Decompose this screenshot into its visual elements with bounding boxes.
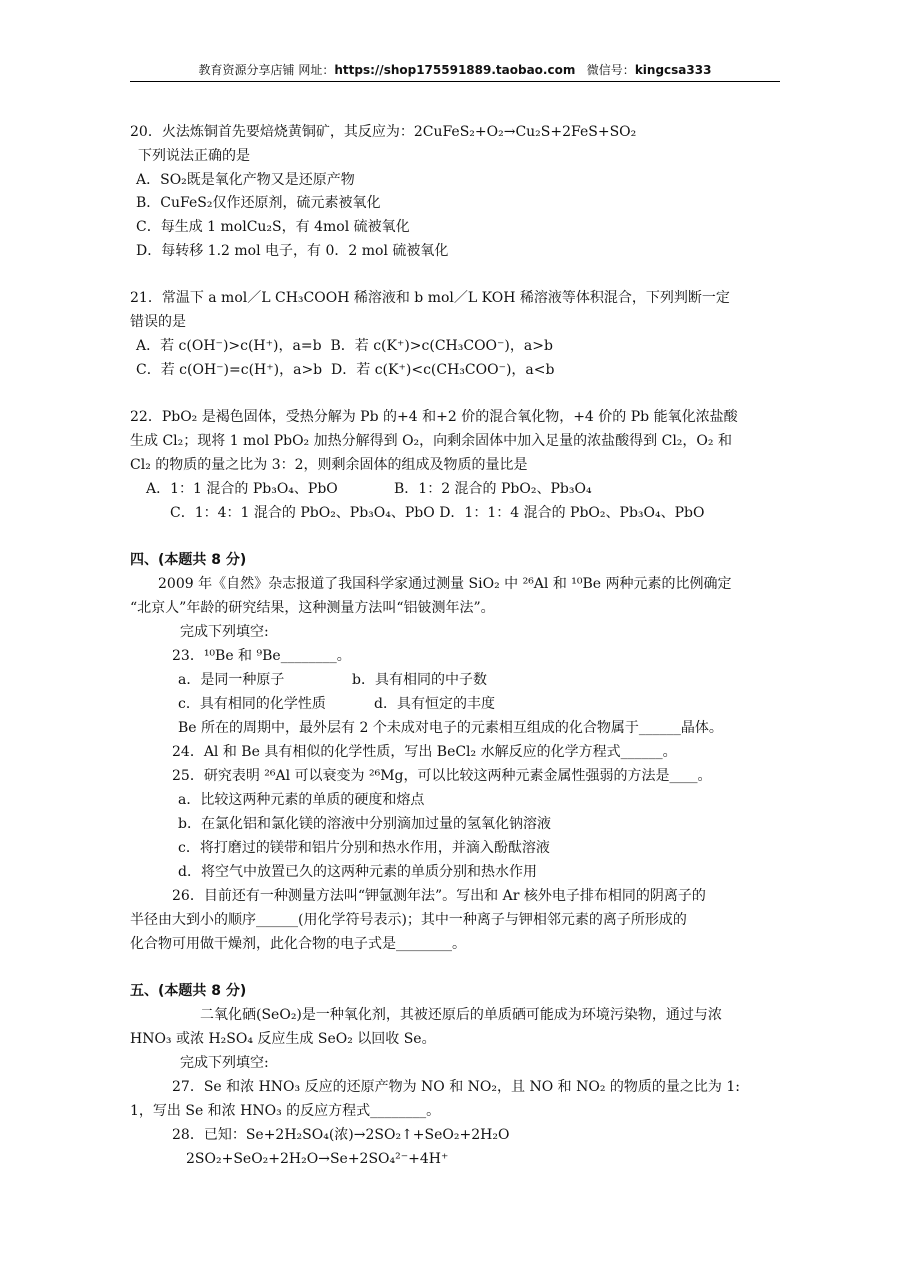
q25-option-b: b．在氯化铝和氯化镁的溶液中分别滴加过量的氢氧化钠溶液 <box>178 816 551 832</box>
section5-intro-line2: HNO₃ 或浓 H₂SO₄ 反应生成 SeO₂ 以回收 Se。 <box>130 1031 436 1047</box>
q20-stem-prefix: 20．火法炼铜首先要焙烧黄铜矿，其反应为： <box>130 124 414 140</box>
q22-option-b: B．1：2 混合的 PbO₂、Pb₃O₄ <box>394 481 592 497</box>
q22-stem-line1: 22．PbO₂ 是褐色固体，受热分解为 Pb 的+4 和+2 价的混合氧化物，+4 价的 Pb 能氧化浓盐酸 <box>130 409 738 425</box>
q22-options-row1 <box>146 479 796 499</box>
q23-option-c: c．具有相同的化学性质 <box>178 696 326 712</box>
q26-line1: 26．目前还有一种测量方法叫“钾氩测年法”。写出和 Ar 核外电子排布相同的阴离子的 <box>172 888 706 904</box>
q25-option-d: d．将空气中放置已久的这两种元素的单质分别和热水作用 <box>178 864 537 880</box>
q23-followup: Be 所在的周期中，最外层有 2 个未成对电子的元素相互组成的化合物属于______晶体。 <box>178 720 723 736</box>
q23-stem: 23．¹⁰Be 和 ⁹Be________。 <box>172 648 351 664</box>
q22-option-a: A．1：1 混合的 Pb₃O₄、PbO <box>146 481 338 497</box>
q21-option-c: C．若 c(OH⁻)=c(H⁺)，a>b <box>136 362 323 378</box>
q25-option-a: a．比较这两种元素的单质的硬度和熔点 <box>178 792 425 808</box>
q20-equation: 2CuFeS₂+O₂→Cu₂S+2FeS+SO₂ <box>413 124 637 140</box>
q21-option-b: B．若 c(K⁺)>c(CH₃COO⁻)，a>b <box>330 338 553 354</box>
q22-stem-line3: Cl₂ 的物质的量之比为 3：2，则剩余固体的组成及物质的量比是 <box>130 457 528 473</box>
section5-intro-line1: 二氧化硒(SeO₂)是一种氧化剂，其被还原后的单质硒可能成为环境污染物，通过与浓 <box>200 1007 722 1023</box>
q20-option-b: B．CuFeS₂仅作还原剂，硫元素被氧化 <box>136 195 381 211</box>
q20-prompt: 下列说法正确的是 <box>138 148 250 164</box>
section4-fill-instruction: 完成下列填空: <box>180 624 269 640</box>
q22-option-c: C．1：4：1 混合的 PbO₂、Pb₃O₄、PbO <box>170 505 435 521</box>
q22-stem-line2: 生成 Cl₂；现将 1 mol PbO₂ 加热分解得到 O₂，向剩余固体中加入足量的浓盐酸得到 Cl₂，O₂ 和 <box>130 433 732 449</box>
header-shop: 教育资源分享店铺 网址： <box>198 63 335 77</box>
section4-intro-line1: 2009 年《自然》杂志报道了我国科学家通过测量 SiO₂ 中 ²⁶Al 和 ¹⁰Be 两种元素的比例确定 <box>158 576 732 592</box>
q22-option-d: D．1：1：4 混合的 PbO₂、Pb₃O₄、PbO <box>439 505 705 521</box>
header-wechat-label: 微信号： <box>586 63 635 77</box>
q27-line2: 1，写出 Se 和浓 HNO₃ 的反应方程式________。 <box>130 1103 441 1119</box>
q21-options-row2 <box>136 360 786 380</box>
section4-intro-line2: “北京人”年龄的研究结果，这种测量方法叫“铝铍测年法”。 <box>130 600 495 616</box>
q23-option-d: d．具有恒定的丰度 <box>374 696 495 712</box>
q21-stem-line2: 错误的是 <box>130 314 186 330</box>
q20-stem <box>130 122 780 142</box>
q20-option-c: C．每生成 1 molCu₂S，有 4mol 硫被氧化 <box>136 219 410 235</box>
q26-line3: 化合物可用做干燥剂，此化合物的电子式是________。 <box>130 936 466 952</box>
section5-fill-instruction: 完成下列填空: <box>180 1055 269 1071</box>
q27-line1: 27．Se 和浓 HNO₃ 反应的还原产物为 NO 和 NO₂，且 NO 和 NO₂ 的物质的量之比为 1: <box>172 1079 740 1095</box>
q21-option-d: D．若 c(K⁺)<c(CH₃COO⁻)，a<b <box>331 362 555 378</box>
q22-options-row2 <box>170 503 820 523</box>
q24-stem: 24．Al 和 Be 具有相似的化学性质，写出 BeCl₂ 水解反应的化学方程式______。 <box>172 744 677 760</box>
section5-title: 五、(本题共 8 分) <box>130 983 247 999</box>
page-header <box>130 62 780 78</box>
header-wechat-id: kingcsa333 <box>634 63 712 77</box>
q23-option-b: b．具有相同的中子数 <box>352 672 487 688</box>
q26-line2: 半径由大到小的顺序______(用化学符号表示)；其中一种离子与钾相邻元素的离子所形成的 <box>130 912 687 928</box>
q25-option-c: c．将打磨过的镁带和铝片分别和热水作用，并滴入酚酞溶液 <box>178 840 550 856</box>
q21-option-a: A．若 c(OH⁻)>c(H⁺)，a=b <box>136 338 322 354</box>
q21-stem-line1: 21．常温下 a mol／L CH₃COOH 稀溶液和 b mol／L KOH 稀溶液等体积混合，下列判断一定 <box>130 290 730 306</box>
q20-option-a: A．SO₂既是氧化产物又是还原产物 <box>136 172 355 188</box>
q23-options-row1 <box>178 670 828 690</box>
section4-title: 四、(本题共 8 分) <box>130 552 247 568</box>
header-url[interactable]: https://shop175591889.taobao.com <box>334 63 576 77</box>
q21-options-row1 <box>136 336 786 356</box>
q20-option-d: D．每转移 1.2 mol 电子，有 0．2 mol 硫被氧化 <box>136 243 449 259</box>
q23-options-row2 <box>178 694 828 714</box>
header-rule <box>130 81 780 82</box>
q28-line1: 28．已知：Se+2H₂SO₄(浓)→2SO₂↑+SeO₂+2H₂O <box>172 1127 510 1143</box>
q25-stem: 25．研究表明 ²⁶Al 可以衰变为 ²⁶Mg，可以比较这两种元素金属性强弱的方法是____。 <box>172 768 712 784</box>
q28-line2: 2SO₂+SeO₂+2H₂O→Se+2SO₄²⁻+4H⁺ <box>186 1151 449 1167</box>
q23-option-a: a．是同一种原子 <box>178 672 285 688</box>
